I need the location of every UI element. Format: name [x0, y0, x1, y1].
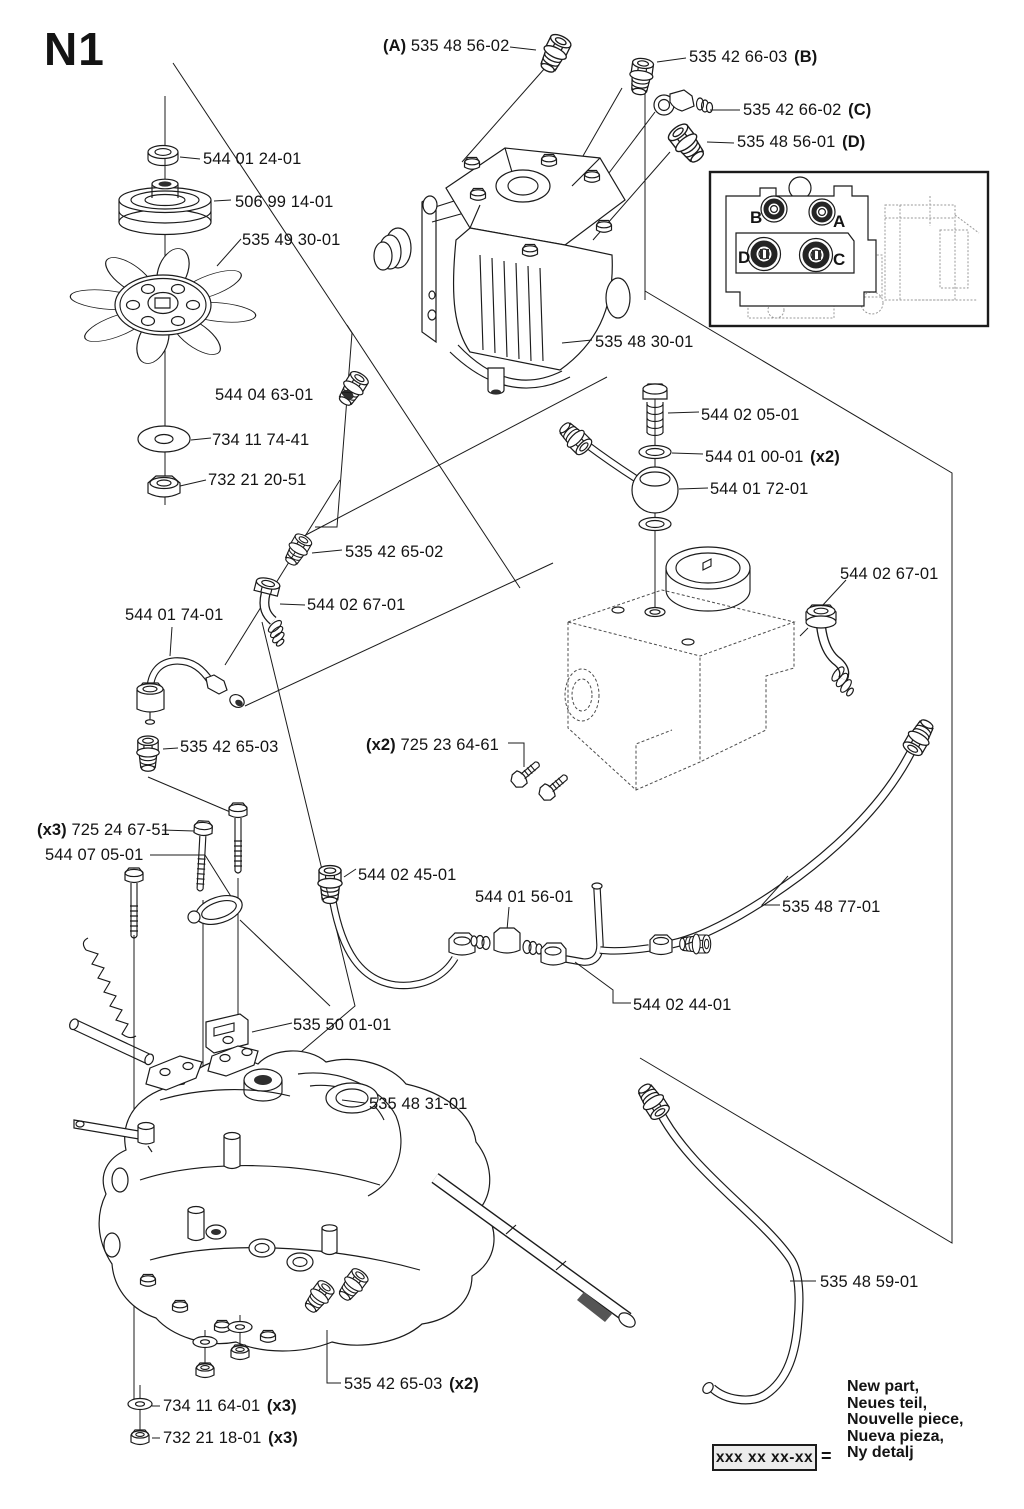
leader-lines [180, 157, 708, 605]
banjo-bolt-group [555, 384, 678, 531]
part-label: 535 42 65-03 (x2) [344, 1375, 479, 1393]
part-label: 544 01 72-01 [710, 480, 809, 498]
part-label: 535 42 66-03 (B) [689, 48, 818, 66]
part-label: 535 48 59-01 [820, 1273, 919, 1291]
port-location-inset [710, 172, 988, 326]
part-label: 535 50 01-01 [293, 1016, 392, 1034]
page-title: N1 [44, 23, 105, 75]
cooling-fan [68, 247, 258, 365]
pipe-53548 59 [633, 1080, 816, 1400]
part-label: 535 48 77-01 [782, 898, 881, 916]
part-label: 544 02 67-01 [840, 565, 939, 583]
part-label: 535 49 30-01 [242, 231, 341, 249]
part-label: 544 02 45-01 [358, 866, 457, 884]
part-label: 535 48 31-01 [369, 1095, 468, 1113]
part-label: 732 21 18-01 (x3) [163, 1429, 298, 1447]
bracket [206, 1014, 292, 1053]
part-label: 544 01 00-01 (x2) [705, 448, 840, 466]
part-number-placeholder-box: xxx xx xx-xx [712, 1444, 817, 1471]
legend-line: Neues teil, [847, 1394, 928, 1412]
inset-port-letter-d: D [738, 248, 751, 267]
inset-port-letter-b: B [750, 208, 763, 227]
part-label: 544 02 44-01 [633, 996, 732, 1014]
transaxle [74, 1046, 638, 1351]
part-label: 544 01 74-01 [125, 606, 224, 624]
part-label: 535 42 65-03 [180, 738, 279, 756]
spring [83, 938, 136, 1038]
part-label: 544 07 05-01 [45, 846, 144, 864]
fitting-C [654, 90, 713, 115]
part-label: 734 11 64-01 (x3) [163, 1397, 297, 1415]
plug-fitting [334, 368, 371, 409]
part-label: 732 21 20-51 [208, 471, 307, 489]
spacer-bushing [148, 146, 178, 166]
part-label: 544 01 56-01 [475, 888, 574, 906]
part-label: 506 99 14-01 [235, 193, 334, 211]
part-label: 734 11 74-41 [212, 431, 310, 449]
inset-port-letter-c: C [833, 250, 846, 269]
legend-line: Nouvelle piece, [847, 1411, 964, 1428]
part-label: (A) 535 48 56-02 [383, 37, 510, 55]
fitting-A [535, 31, 573, 76]
legend-line: Nueva pieza, [847, 1427, 944, 1445]
legend-line: New part, [847, 1378, 920, 1395]
part-label: (x3) 725 24 67-51 [37, 821, 170, 839]
pin [68, 1018, 155, 1066]
equals-sign: = [821, 1446, 832, 1466]
hydro-pump [374, 148, 630, 395]
part-label: 535 42 66-02 (C) [743, 101, 872, 119]
part-label: 535 48 30-01 [595, 333, 694, 351]
fitting-D [665, 120, 709, 167]
fitting-B [627, 57, 655, 96]
new-part-legend [847, 1379, 964, 1462]
part-label: 544 01 24-01 [203, 150, 302, 168]
pulley [119, 179, 211, 234]
tank-bolts [508, 743, 572, 803]
part-label: 535 42 65-02 [345, 543, 444, 561]
flange-nut [148, 476, 180, 497]
mounting-hardware-group [68, 803, 292, 1066]
pipe-chain-center [318, 866, 711, 1003]
part-label: 544 02 05-01 [701, 406, 800, 424]
part-label: (x2) 725 23 64-61 [366, 736, 499, 754]
elbow-fitting-right [800, 580, 855, 697]
part-label: 544 04 63-01 [215, 386, 314, 404]
fitting-chain-left [242, 531, 314, 648]
part-label: 535 48 56-01 (D) [737, 133, 866, 151]
legend-line: Ny detalj [847, 1444, 914, 1461]
oil-reservoir [565, 547, 794, 790]
large-washer [138, 426, 190, 452]
inset-port-letter-a: A [833, 212, 846, 231]
part-label: 544 02 67-01 [307, 596, 406, 614]
